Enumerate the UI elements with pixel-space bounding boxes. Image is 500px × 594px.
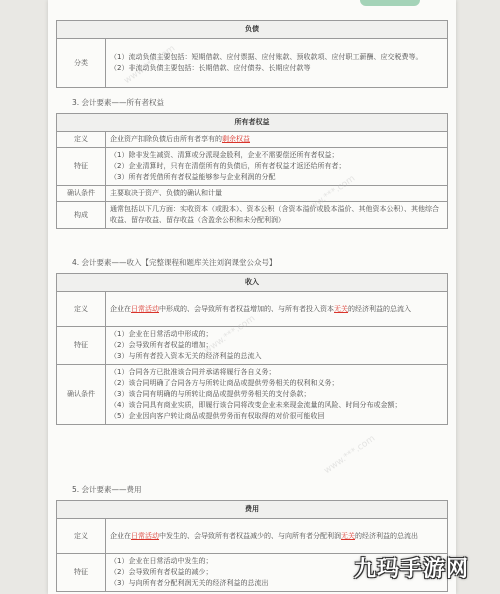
highlight-term: 日常活动 — [131, 304, 159, 313]
highlight-term: 无关 — [334, 304, 348, 313]
highlight-term: 无关 — [341, 531, 355, 540]
highlight-term: 日常活动 — [131, 531, 159, 540]
row-label: 确认条件 — [57, 186, 106, 202]
row-label: 特征 — [57, 148, 106, 186]
row-content: 通常包括以下几方面：实收资本（或股本）、资本公积（含资本溢价或股本溢价、其他资本公积）、其他综合收益、留存收益、留存收益（含盈余公积和未分配利润） — [106, 202, 448, 229]
table-row — [57, 292, 448, 327]
table-row — [57, 365, 448, 425]
watermark: www.***.com — [202, 313, 258, 357]
section-heading: 5. 会计要素——费用 — [72, 485, 142, 494]
highlight-term: 剩余权益 — [222, 135, 250, 143]
top-tab-decoration — [360, 0, 420, 6]
table-title: 负债 — [57, 21, 448, 39]
revenue-table — [56, 273, 448, 425]
table-row — [57, 132, 448, 148]
watermark: www.***.com — [322, 433, 378, 477]
table-row — [57, 202, 448, 229]
liabilities-table — [56, 20, 448, 88]
watermark: www.***.com — [302, 173, 358, 217]
row-content: 企业在日常活动中形成的、会导致所有者权益增加的、与所有者投入资本无关的经济利益的总流入 — [106, 292, 448, 327]
table-title: 费用 — [57, 501, 448, 519]
row-content: 主要取决于资产、负债的确认和计量 — [106, 186, 448, 202]
row-label: 确认条件 — [57, 365, 106, 425]
row-label: 定义 — [57, 519, 106, 554]
table-row — [57, 519, 448, 554]
row-content: （1）企业在日常活动中形成的； （2）会导致所有者权益的增加； （3）与所有者投入资本无关的经济利益的总流入 — [106, 327, 448, 365]
row-label: 定义 — [57, 132, 106, 148]
section-heading: 3. 会计要素——所有者权益 — [72, 98, 165, 107]
equity-table — [56, 113, 448, 229]
row-label: 定义 — [57, 292, 106, 327]
table-row — [57, 39, 448, 88]
row-label: 分类 — [57, 39, 106, 88]
table-title: 所有者权益 — [57, 114, 448, 132]
row-content: （1）合同各方已批准该合同并承诺将履行各自义务； （2）该合同明确了合同各方与所转让商品或提供劳务相关的权利和义务； （3）该合同有明确的与所转让商品或提供劳务相关的支付条款； （4）该合同具有商业实质，即履行该合同将改变企业未来现金流量的风险、时间分布或金额； （5）企业因向客户转让商品或提供劳务而有权取得的对价很可能收回 — [106, 365, 448, 425]
table-row — [57, 327, 448, 365]
site-logo: 九玛手游网 — [354, 557, 470, 582]
table-row — [57, 186, 448, 202]
row-content: （1）流动负债主要包括：短期借款、应付票据、应付账款、预收款项、应付职工薪酬、应交税费等。 （2）非流动负债主要包括：长期借款、应付债券、长期应付款等 — [106, 39, 448, 88]
row-content: （1）除非发生减资、清算或分派现金股利，企业不需要偿还所有者权益； （2）企业清算时，只有在清偿所有的负债后，所有者权益才返还给所有者； （3）所有者凭借所有者权益能够参与企业利润的分配 — [106, 148, 448, 186]
table-row — [57, 148, 448, 186]
row-label: 特征 — [57, 327, 106, 365]
row-content: （1）企业在日常活动中发生的； （2）会导致所有者权益的减少； （3）与向所有者分配利润无关的经济利益的总流出 — [106, 554, 448, 592]
row-label: 构成 — [57, 202, 106, 229]
row-content: 企业在日常活动中发生的、会导致所有者权益减少的、与向所有者分配利润无关的经济利益的总流出 — [106, 519, 448, 554]
row-label: 特征 — [57, 554, 106, 592]
table-title: 收入 — [57, 274, 448, 292]
watermark: www.***.com — [122, 43, 178, 87]
row-content: 企业资产扣除负债后由所有者享有的剩余权益 — [106, 132, 448, 148]
section-heading: 4. 会计要素——收入【完整课程和题库关注刘润课堂公众号】 — [72, 258, 277, 267]
